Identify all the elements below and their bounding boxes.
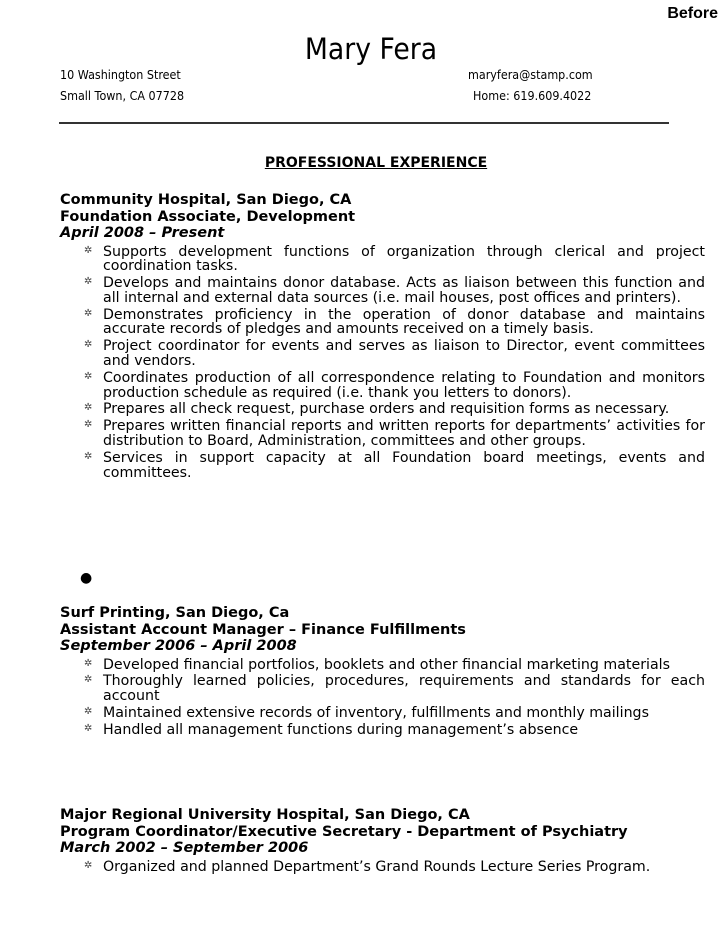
job-entry (60, 807, 705, 876)
bullet-icon: ✲ (84, 419, 93, 431)
list-item: ✲ Develops and maintains donor database. Acts as liaison between this function and all internal and external data sources (i.e. mail houses, post offices and printers). (84, 275, 705, 306)
bullet-icon: ✲ (84, 705, 93, 717)
job-title: Assistant Account Manager – Finance Fulfillments (60, 621, 466, 638)
list-item: ✲ Handled all management functions during management’s absence (84, 721, 579, 738)
job-title: Program Coordinator/Executive Secretary - Department of Psychiatry (60, 823, 628, 840)
phone: Home: 619.609.4022 (473, 89, 592, 103)
list-item: ✲ Organized and planned Department’s Grand Rounds Lecture Series Program. (84, 858, 651, 875)
job-dates: March 2002 – September 2006 (60, 840, 309, 856)
email: maryfera@stamp.com (468, 68, 593, 82)
list-item: ✲ Thoroughly learned policies, procedures, requirements and standards for each account (84, 673, 705, 705)
job-dates: April 2008 – Present (60, 225, 225, 241)
duties-list (60, 860, 705, 875)
bullet-icon: ✲ (84, 674, 93, 686)
header-divider (59, 122, 669, 124)
bullet-icon: ✲ (84, 244, 93, 256)
list-item: ✲ Services in support capacity at all Foundation board meetings, events and committees. (84, 449, 705, 481)
company: Surf Printing, San Diego, Ca (60, 605, 290, 621)
list-item: ✲ Supports development functions of organization through clerical and project coordination tasks. (84, 243, 705, 275)
list-item: ✲ Prepares all check request, purchase orders and requisition forms as necessary. (84, 401, 670, 418)
address-line-2: Small Town, CA 07728 (60, 89, 185, 103)
company: Community Hospital, San Diego, CA (60, 192, 352, 208)
list-item: ✲ Developed financial portfolios, booklets and other financial marketing materials (84, 656, 671, 673)
list-item: ✲ Coordinates production of all correspondence relating to Foundation and monitors production schedule as required (i.e. thank you letters to donors). (84, 369, 705, 401)
job-entry (60, 605, 705, 739)
bullet-icon: ✲ (84, 339, 93, 351)
bullet-icon: ✲ (84, 307, 93, 319)
list-item: ✲ Demonstrates proficiency in the operation of donor database and maintains accurate records of pledges and amounts received on a timely basis. (84, 306, 705, 338)
list-item: ✲ Prepares written financial reports and written reports for departments’ activities for distribution to Board, Administration, committees and other groups. (84, 418, 705, 450)
address-line-1: 10 Washington Street (60, 68, 181, 82)
bullet-icon: ✲ (84, 722, 93, 734)
before-label: Before (667, 5, 718, 22)
list-item: ✲ Maintained extensive records of inventory, fulfillments and monthly mailings (84, 704, 649, 721)
job-dates: September 2006 – April 2008 (60, 638, 297, 654)
bullet-icon: ✲ (84, 859, 93, 871)
bullet-icon: ✲ (84, 370, 93, 382)
company: Major Regional University Hospital, San Diego, CA (60, 807, 470, 823)
applicant-name: Mary Fera (304, 32, 438, 66)
bullet-icon: ✲ (84, 657, 93, 669)
empty-bullet-icon: ● (80, 570, 93, 586)
duties-list (60, 658, 705, 738)
job-entry (60, 192, 705, 482)
bullet-icon: ✲ (84, 450, 93, 462)
job-title: Foundation Associate, Development (60, 208, 356, 225)
bullet-icon: ✲ (84, 276, 93, 288)
section-title: PROFESSIONAL EXPERIENCE (264, 155, 488, 171)
list-item: ✲ Project coordinator for events and serves as liaison to Director, event committees and vendors. (84, 338, 705, 370)
bullet-icon: ✲ (84, 402, 93, 414)
duties-list (60, 245, 705, 481)
